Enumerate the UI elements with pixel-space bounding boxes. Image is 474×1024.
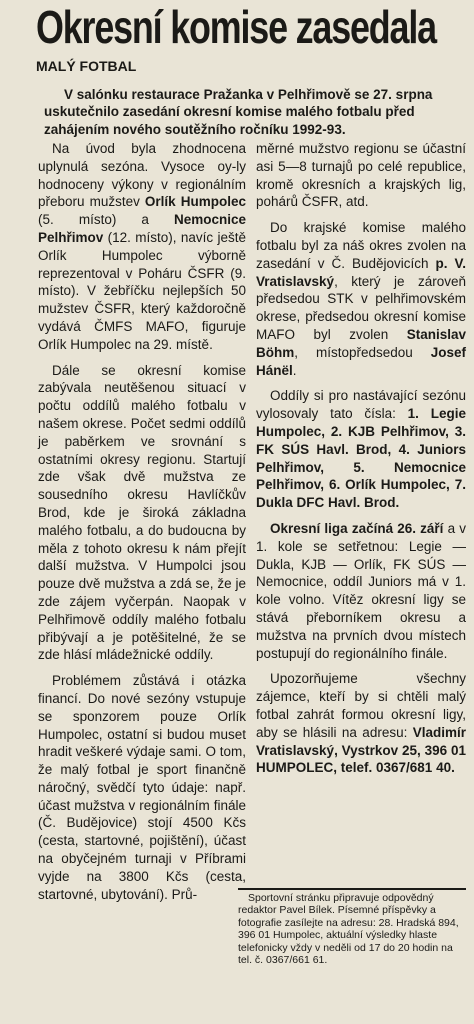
left-p1-team-nemocnice: Nemocnice Pelhřimov — [38, 212, 246, 245]
section-label: MALÝ FOTBAL — [36, 58, 137, 74]
right-paragraph-5 — [256, 670, 466, 777]
right-p5-contact-address: Vladimír Vratislavský, Vystrkov 25, 396 01 HUMPOLEC, telef. 0367/681 40. — [256, 724, 466, 776]
left-p1-text-e: (12. místo), navíc ještě Orlík Humpolec výborně reprezentoval v Poháru ČSFR (9. místo). V žebříčku nejlepších 50 mužstev ČSFR, který každoročně vydává ČMFS MAFO, figuruje Orlík Humpolec na 29. místě. — [38, 229, 246, 352]
left-paragraph-2: Dále se okresní komise zabývala neutěšenou situací v počtu oddílů malého fotbalu v našem okrese. Počet sedmi oddílů je paběrkem ve srovnání s ostatními okresy regionu. Startují zde však dvě mužstva ze sousedního okresu Havlíčkův Brod, kde je široká základna malého fotbalu, a do budoucna by měla z tohoto okresu k nám přejít další mužstva. V Humpolci jsou pouze dvě mužstva a zdá se, že je zde zájem vyčerpán. Naopak v Pelhřimově oddíly malého fotbalu přibývají a je potěšitelné, že se zde hlásí mládežnické oddíly. — [38, 362, 246, 663]
lead-text: V salónku restaurace Pražanka v Pelhřimově se 27. srpna uskutečnilo zasedání okresní komise malého fotbalu před zahájením nového soutěžního ročníku 1992-93. — [44, 87, 433, 137]
right-p5-text-a: Upozorňujeme všechny zájemce, kteří by si chtěli malý fotbal zahrát formou okresní ligy, aby se hlásili na adresu: — [256, 671, 466, 740]
right-p2-name-hanel: Josef Hánël — [256, 344, 466, 378]
imprint-box — [238, 892, 466, 966]
left-column — [38, 140, 246, 911]
right-p4-text-b: a v 1. kole se setřetnou: Legie — Dukla, KJB — Orlík, FK SÚS — Nemocnice, oddíl Juniors má v 1. kole volno. Vítěz okresní ligy se stává přeborníkem okresu a mužstva na prvních dvou místech postupují do regionálního finále. — [256, 520, 466, 661]
right-p2-text-g: . — [292, 362, 297, 378]
left-p1-team-orlik: Orlík Humpolec — [144, 194, 247, 210]
left-p1-text-a: Na úvod byla zhodnocena uplynulá sezóna. Vysoce oy-ly hodnoceny výkony v regionálním přeboru mužstev — [38, 141, 246, 210]
right-p3-text-a: Oddíly si pro nastávající sezónu vylosovaly tato čísla: — [256, 388, 466, 422]
right-p3-draw-list: 1. Legie Humpolec, 2. KJB Pelhřimov, 3. FK SÚS Havl. Brod, 4. Juniors Pelhřimov, 5. Nemocnice Pelhřimov, 6. Orlík Humpolec, 7. Dukla DFC Havl. Brod. — [256, 406, 466, 511]
left-p1-text-c: (5. místo) a — [38, 212, 174, 228]
headline: Okresní komise zasedala — [36, 1, 436, 53]
right-p2-text-a: Do krajské komise malého fotbalu byl za náš okres zvolen na zasedání v Č. Budějovicích — [256, 220, 466, 271]
right-paragraph-1: měrné mužstvo regionu se účastní asi 5—8 turnajů po celé republice, kromě okresních a krajských lig, pohárů ČSFR, atd. — [256, 141, 466, 210]
imprint-divider — [238, 888, 466, 890]
right-p2-name-bohm: Stanislav Böhm — [256, 326, 466, 360]
right-p4-league-start: Okresní liga začíná 26. září — [270, 520, 444, 536]
imprint-text: Sportovní stránku připravuje odpovědný redaktor Pavel Bílek. Písemné příspěvky a fotografie zasílejte na adresu: 28. Hradská 894, 396 01 Humpolec, aktuální výsledky hlaste telefonicky vždy v neděli od 17 do 20 hodin na tel. č. 0367/661 61. — [238, 892, 459, 967]
right-p2-text-c: , který je zároveň předsedou STK v pelhřimovském okrese, předsedou okresní komise MAFO byl zvolen — [256, 273, 466, 342]
left-paragraph-3: Problémem zůstává i otázka financí. Do nové sezóny vstupuje se sponzorem pouze Orlík Humpolec, ostatní si budou muset hradit veškeré výdaje sami. O tom, že malý fotbal je sport finančně náročný, svědčí tyto údaje: např. účast mužstva v regionálním finále (Č. Budějovice) stojí 4500 Kčs (cesta, startovné, pojištění), účast na obyčejném turnaji v Příbrami vyjde na 3800 Kčs (cesta, startovné, ubytování). Prů- — [38, 673, 246, 902]
right-paragraph-4 — [256, 520, 466, 662]
right-p2-name-vratislavsky: p. V. Vratislavský — [256, 255, 467, 289]
right-paragraph-2 — [256, 219, 466, 379]
right-paragraph-3 — [256, 387, 466, 512]
lead-paragraph — [44, 86, 464, 138]
right-column — [256, 140, 466, 785]
right-p2-text-e: , místopředsedou — [294, 344, 431, 360]
left-paragraph-1 — [38, 140, 246, 354]
